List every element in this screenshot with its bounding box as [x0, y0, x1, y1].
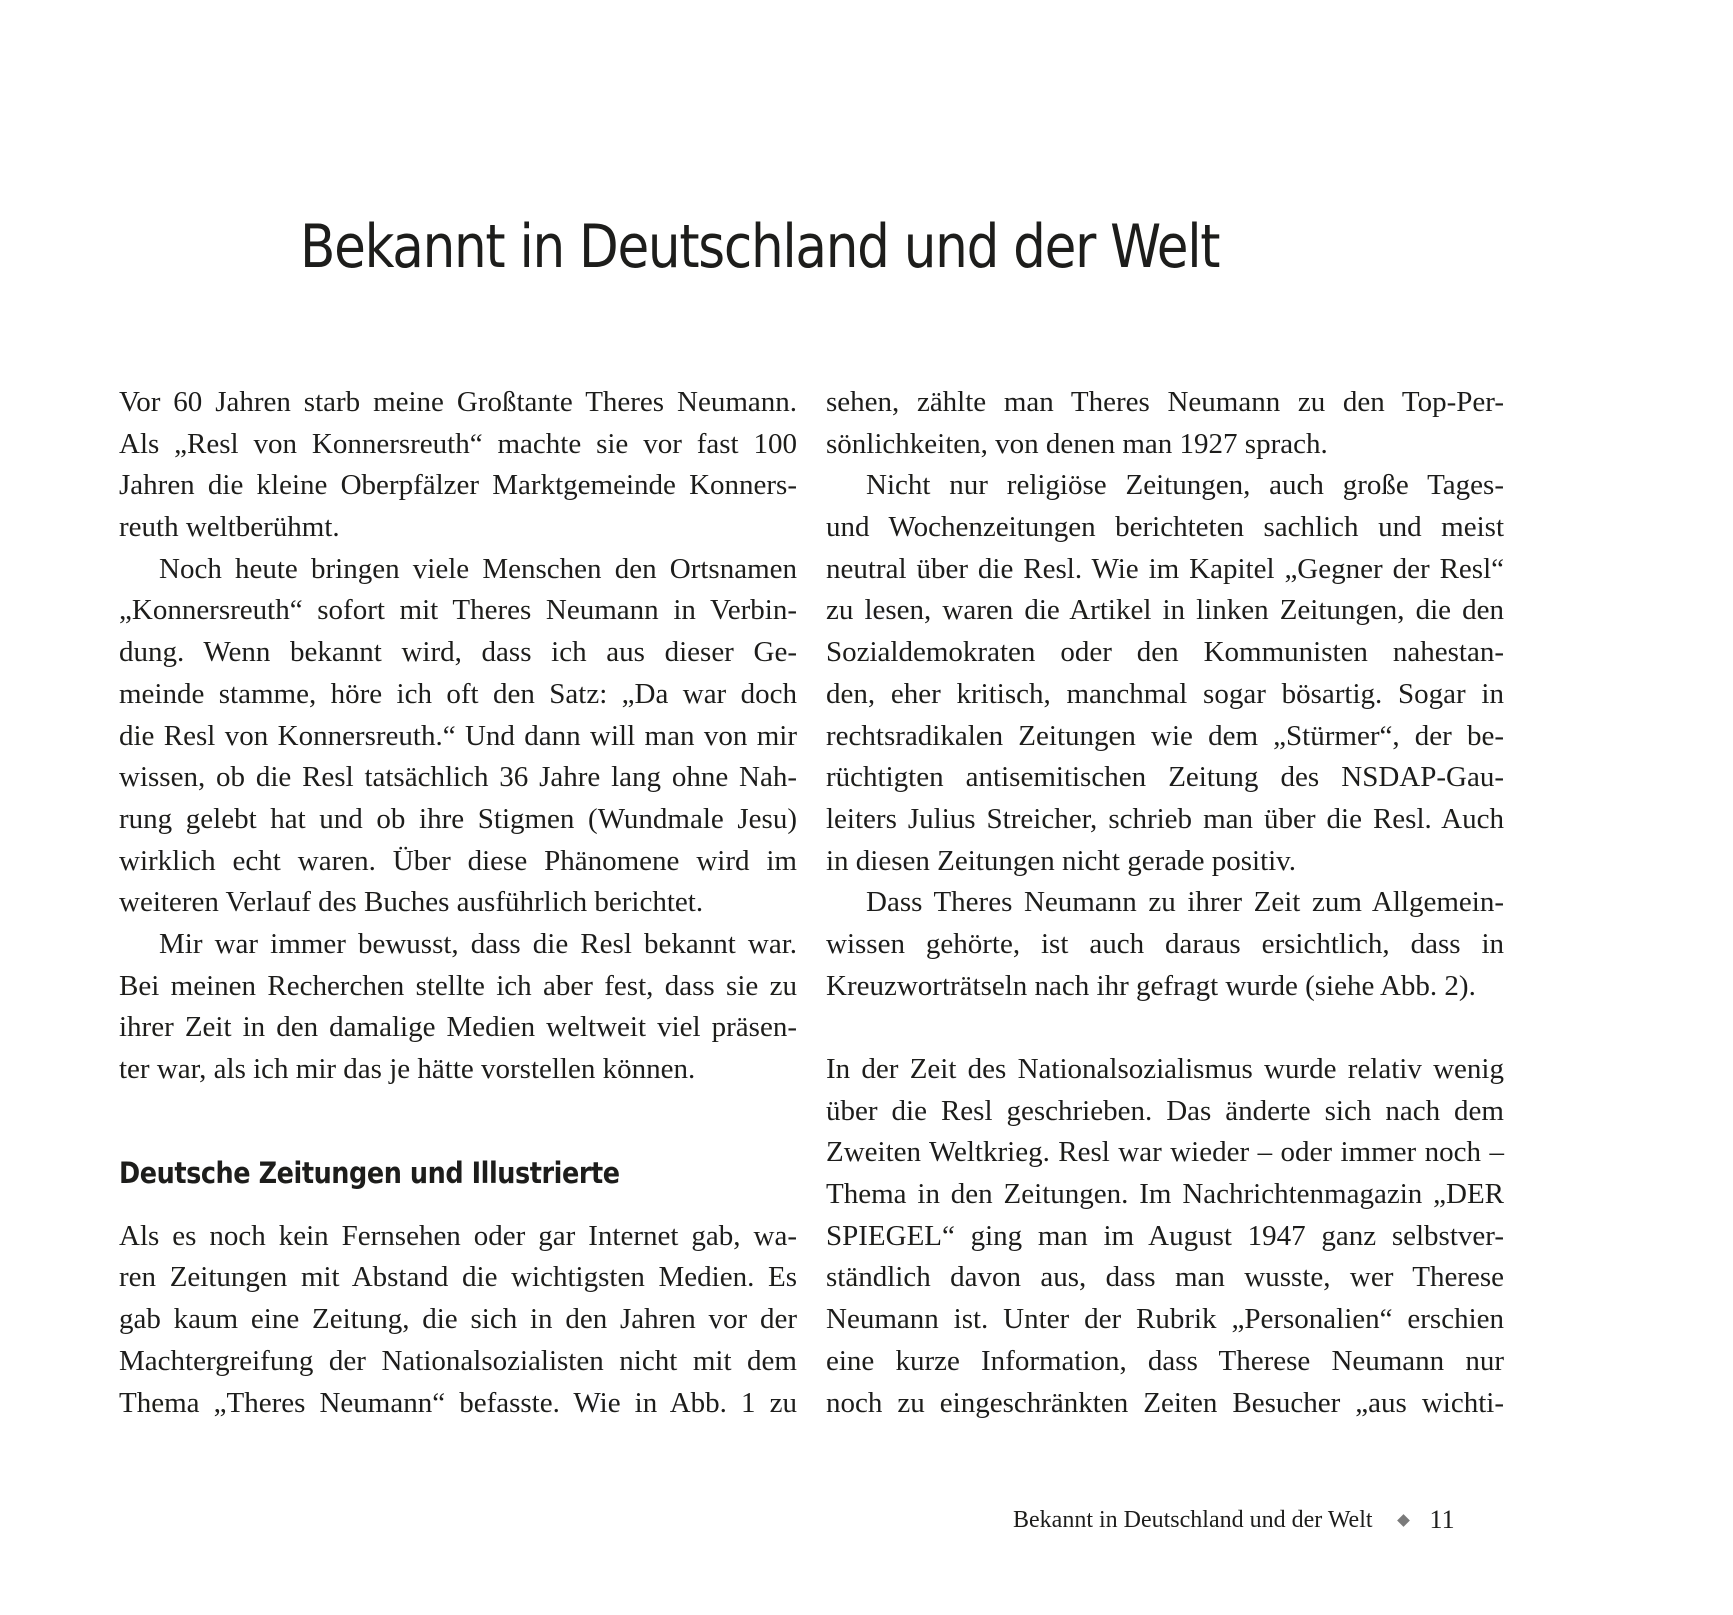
text-line: rung gelebt hat und ob ihre Stigmen (Wundmale Jesu) — [119, 802, 797, 835]
text-line: wissen gehörte, ist auch daraus ersichtlich, dass in — [826, 927, 1504, 960]
text-line: ihrer Zeit in den damalige Medien weltweit viel präsen- — [119, 1011, 797, 1044]
text-line: neutral über die Resl. Wie im Kapitel „Gegner der Resl“ — [826, 552, 1504, 585]
text-line: rechtsradikalen Zeitungen wie dem „Stürmer“, der be- — [826, 719, 1504, 752]
page-footer — [1013, 1502, 1455, 1538]
text-line: sönlichkeiten, von denen man 1927 sprach. — [826, 427, 1328, 460]
text-line: Jahren die kleine Oberpfälzer Marktgemeinde Konners- — [119, 469, 797, 502]
text-line: Noch heute bringen viele Menschen den Ortsnamen — [159, 552, 797, 585]
text-line: Bei meinen Recherchen stellte ich aber fest, dass sie zu — [119, 969, 797, 1002]
text-line: noch zu eingeschränkten Zeiten Besucher „aus wichti- — [826, 1386, 1504, 1419]
text-line: ständlich davon aus, dass man wusste, wer Therese — [826, 1261, 1504, 1294]
text-line: Als „Resl von Konnersreuth“ machte sie vor fast 100 — [119, 427, 797, 460]
text-line: eine kurze Information, dass Therese Neumann nur — [826, 1344, 1504, 1377]
text-line: ren Zeitungen mit Abstand die wichtigsten Medien. Es — [119, 1261, 797, 1294]
text-line: dung. Wenn bekannt wird, dass ich aus dieser Ge- — [119, 636, 797, 669]
text-line: Machtergreifung der Nationalsozialisten nicht mit dem — [119, 1344, 797, 1377]
text-line: reuth weltberühmt. — [119, 511, 340, 544]
text-line: und Wochenzeitungen berichteten sachlich und meist — [826, 511, 1504, 544]
text-line: über die Resl geschrieben. Das änderte sich nach dem — [826, 1094, 1504, 1127]
text-line: die Resl von Konnersreuth.“ Und dann will man von mir — [119, 719, 797, 752]
diamond-icon — [1397, 1514, 1410, 1527]
text-line: leiters Julius Streicher, schrieb man über die Resl. Auch — [826, 802, 1504, 835]
text-line: gab kaum eine Zeitung, die sich in den Jahren vor der — [119, 1303, 797, 1336]
page-number: 11 — [1429, 1505, 1455, 1534]
text-line: SPIEGEL“ ging man im August 1947 ganz selbstver- — [826, 1219, 1504, 1252]
spacer — [119, 1091, 797, 1133]
text-line: in diesen Zeitungen nicht gerade positiv. — [826, 844, 1297, 877]
text-line: wirklich echt waren. Über diese Phänomene wird im — [119, 844, 797, 877]
text-line: Dass Theres Neumann zu ihrer Zeit zum Allgemein- — [866, 886, 1504, 919]
text-line: zu lesen, waren die Artikel in linken Zeitungen, die den — [826, 594, 1504, 627]
text-line: den, eher kritisch, manchmal sogar bösartig. Sogar in — [826, 677, 1504, 710]
text-line: Zweiten Weltkrieg. Resl war wieder – oder immer noch – — [826, 1136, 1504, 1169]
text-line: Neumann ist. Unter der Rubrik „Personalien“ erschien — [826, 1303, 1504, 1336]
section-heading: Deutsche Zeitungen und Illustrierte — [119, 1156, 620, 1191]
text-line: Kreuzworträtseln nach ihr gefragt wurde (siehe Abb. 2). — [826, 969, 1476, 1002]
text-line: Als es noch kein Fernsehen oder gar Internet gab, wa- — [119, 1219, 797, 1252]
text-line: „Konnersreuth“ sofort mit Theres Neumann in Verbin- — [119, 594, 797, 627]
text-line: Vor 60 Jahren starb meine Großtante Theres Neumann. — [119, 386, 797, 418]
text-line: In der Zeit des Nationalsozialismus wurde relativ wenig — [826, 1053, 1504, 1085]
text-line: Sozialdemokraten oder den Kommunisten nahestan- — [826, 636, 1504, 669]
text-line: wissen, ob die Resl tatsächlich 36 Jahre lang ohne Nah- — [119, 761, 797, 794]
text-line: weiteren Verlauf des Buches ausführlich berichtet. — [119, 886, 704, 919]
running-title: Bekannt in Deutschland und der Welt — [1013, 1507, 1373, 1533]
text-line: sehen, zählte man Theres Neumann zu den Top-Per- — [826, 386, 1504, 418]
text-line: ter war, als ich mir das je hätte vorstellen können. — [119, 1053, 696, 1085]
text-line: Nicht nur religiöse Zeitungen, auch große Tages- — [866, 469, 1504, 502]
left-column — [119, 382, 797, 1424]
text-line: Thema in den Zeitungen. Im Nachrichtenmagazin „DER — [826, 1178, 1504, 1211]
page-title: Bekannt in Deutschland und der Welt — [300, 212, 1220, 282]
right-column — [826, 382, 1504, 1424]
text-line: Mir war immer bewusst, dass die Resl bekannt war. — [159, 927, 797, 960]
text-line: rüchtigten antisemitischen Zeitung des NSDAP-Gau- — [826, 761, 1504, 794]
text-line: Thema „Theres Neumann“ befasste. Wie in Abb. 1 zu — [119, 1386, 797, 1419]
text-line: meinde stamme, höre ich oft den Satz: „Da war doch — [119, 677, 797, 710]
blank-line — [826, 1007, 1504, 1049]
